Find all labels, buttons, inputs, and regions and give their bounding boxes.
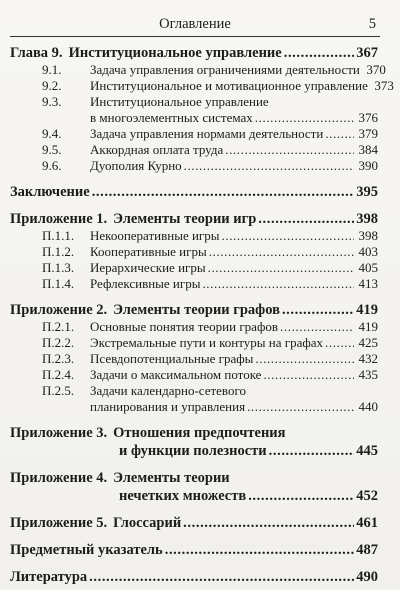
table-of-contents	[10, 44, 394, 586]
toc-subentry[interactable]	[10, 126, 378, 142]
entry-number: Приложение 4.	[10, 470, 108, 486]
entry-title-line2: нечетких множеств	[119, 488, 247, 504]
toc-entry-subject-index[interactable]	[10, 541, 378, 559]
toc-subentry-line2[interactable]	[10, 399, 378, 415]
dot-leader	[284, 44, 354, 62]
entry-page: 445	[356, 443, 378, 459]
toc-subentry[interactable]	[10, 228, 378, 244]
toc-subentry[interactable]	[10, 62, 386, 78]
subentry-number: П.1.2.	[42, 244, 75, 259]
subentry-title-line2: планирования и управления	[90, 399, 246, 414]
dot-leader	[183, 514, 354, 532]
subentry-page: 390	[358, 158, 378, 173]
entry-page: 452	[356, 488, 378, 504]
toc-subentry[interactable]	[10, 244, 378, 260]
toc-entry-appendix-2[interactable]	[10, 301, 378, 319]
toc-entry-appendix-5[interactable]	[10, 514, 378, 532]
subentry-page: 435	[358, 367, 378, 382]
toc-entry-appendix-3-line1[interactable]	[10, 424, 378, 442]
subentry-number: П.2.2.	[42, 335, 75, 350]
subentry-page: 432	[358, 351, 378, 366]
toc-subentry[interactable]	[10, 142, 378, 158]
entry-page: 487	[356, 542, 378, 558]
dot-leader	[89, 568, 354, 586]
toc-subentry-line1[interactable]	[10, 383, 378, 399]
entry-title-line2: и функции полезности	[119, 443, 267, 459]
subentry-number: П.1.4.	[42, 276, 75, 291]
entry-number: Приложение 1.	[10, 211, 108, 227]
dot-leader	[258, 210, 354, 228]
dot-leader	[325, 335, 354, 351]
toc-subentry[interactable]	[10, 260, 378, 276]
dot-leader	[248, 487, 354, 505]
toc-entry-conclusion[interactable]	[10, 183, 378, 201]
entry-page: 419	[356, 302, 378, 318]
dot-leader	[225, 142, 354, 158]
dot-leader	[208, 260, 354, 276]
entry-title-line1: Элементы теории	[113, 470, 230, 486]
dot-leader	[263, 367, 354, 383]
dot-leader	[282, 301, 354, 319]
dot-leader	[247, 399, 354, 415]
entry-title: Элементы теории игр	[113, 211, 257, 227]
subentry-title: Задача управления нормами деятельности	[90, 126, 324, 141]
subentry-page: 425	[358, 335, 378, 350]
subentry-title: Задачи о максимальном потоке	[90, 367, 262, 382]
toc-subentry[interactable]	[10, 78, 394, 94]
toc-entry-chapter-9[interactable]	[10, 44, 378, 62]
subentry-number: П.1.3.	[42, 260, 75, 275]
entry-number: Приложение 5.	[10, 515, 108, 531]
subentry-title: Некооперативные игры	[90, 228, 220, 243]
toc-subentry[interactable]	[10, 276, 378, 292]
dot-leader	[222, 228, 355, 244]
subentry-number: 9.2.	[42, 78, 62, 93]
subentry-title: Экстремальные пути и контуры на графах	[90, 335, 324, 350]
subentry-page: 419	[358, 319, 378, 334]
subentry-title: Кооперативные игры	[90, 244, 207, 259]
toc-entry-literature[interactable]	[10, 568, 378, 586]
toc-entry-appendix-4-line2[interactable]	[10, 487, 378, 505]
subentry-page: 376	[358, 110, 378, 125]
page-number: 5	[368, 16, 376, 32]
dot-leader	[165, 541, 354, 559]
entry-title: Элементы теории графов	[113, 302, 280, 318]
toc-entry-appendix-1[interactable]	[10, 210, 378, 228]
subentry-page: 440	[358, 399, 378, 414]
toc-subentry-line1[interactable]	[10, 94, 378, 110]
entry-page: 461	[356, 515, 378, 531]
dot-leader	[209, 244, 354, 260]
subentry-number: П.2.1.	[42, 319, 75, 334]
subentry-number: 9.4.	[42, 126, 62, 141]
subentry-number: П.2.3.	[42, 351, 75, 366]
subentry-title: Аккордная оплата труда	[90, 142, 224, 157]
subentry-page: 413	[358, 276, 378, 291]
toc-subentry[interactable]	[10, 158, 378, 174]
subentry-title: Дуополия Курно	[90, 158, 182, 173]
toc-subentry[interactable]	[10, 335, 378, 351]
entry-page: 490	[356, 569, 378, 585]
entry-title: Глоссарий	[113, 515, 182, 531]
dot-leader	[202, 276, 354, 292]
dot-leader	[92, 183, 354, 201]
subentry-number: П.1.1.	[42, 228, 75, 243]
page-header	[10, 16, 380, 37]
toc-entry-appendix-3-line2[interactable]	[10, 442, 378, 460]
entry-page: 395	[356, 184, 378, 200]
subentry-number: 9.5.	[42, 142, 62, 157]
entry-page: 367	[356, 45, 378, 61]
dot-leader	[255, 110, 354, 126]
subentry-title: Рефлексивные игры	[90, 276, 201, 291]
subentry-title-line1: Задачи календарно-сетевого	[90, 383, 246, 398]
subentry-page: 373	[374, 78, 394, 93]
entry-title: Заключение	[10, 184, 90, 200]
entry-number: Приложение 2.	[10, 302, 108, 318]
subentry-page: 405	[358, 260, 378, 275]
entry-page: 398	[356, 211, 378, 227]
entry-title: Литература	[10, 569, 88, 585]
subentry-title-line2: в многоэлементных системах	[90, 110, 253, 125]
subentry-page: 370	[366, 62, 386, 77]
subentry-title: Институциональное и мотивационное управление	[90, 78, 368, 93]
entry-number: Глава 9.	[10, 45, 63, 61]
dot-leader	[255, 351, 354, 367]
entry-title-line1: Отношения предпочтения	[113, 425, 286, 441]
subentry-title: Иерархические игры	[90, 260, 206, 275]
toc-entry-appendix-4-line1[interactable]	[10, 469, 378, 487]
subentry-page: 384	[358, 142, 378, 157]
subentry-page: 403	[358, 244, 378, 259]
page-title: Оглавление	[159, 16, 231, 32]
dot-leader	[280, 319, 354, 335]
toc-subentry[interactable]	[10, 351, 378, 367]
subentry-number: 9.6.	[42, 158, 62, 173]
subentry-page: 379	[358, 126, 378, 141]
entry-title: Институциональное управление	[68, 45, 282, 61]
toc-subentry[interactable]	[10, 319, 378, 335]
entry-number: Приложение 3.	[10, 425, 108, 441]
subentry-number: П.2.4.	[42, 367, 75, 382]
subentry-title: Основные понятия теории графов	[90, 319, 279, 334]
subentry-title: Задача управления ограничениями деятельности	[90, 62, 360, 77]
subentry-number: 9.3.	[42, 94, 62, 109]
subentry-number: П.2.5.	[42, 383, 75, 398]
toc-subentry-line2[interactable]	[10, 110, 378, 126]
subentry-title-line1: Институциональное управление	[90, 94, 269, 109]
subentry-number: 9.1.	[42, 62, 62, 77]
toc-subentry[interactable]	[10, 367, 378, 383]
subentry-page: 398	[358, 228, 378, 243]
dot-leader	[269, 442, 354, 460]
dot-leader	[325, 126, 354, 142]
entry-title: Предметный указатель	[10, 542, 163, 558]
dot-leader	[184, 158, 354, 174]
subentry-title: Псевдопотенциальные графы	[90, 351, 254, 366]
